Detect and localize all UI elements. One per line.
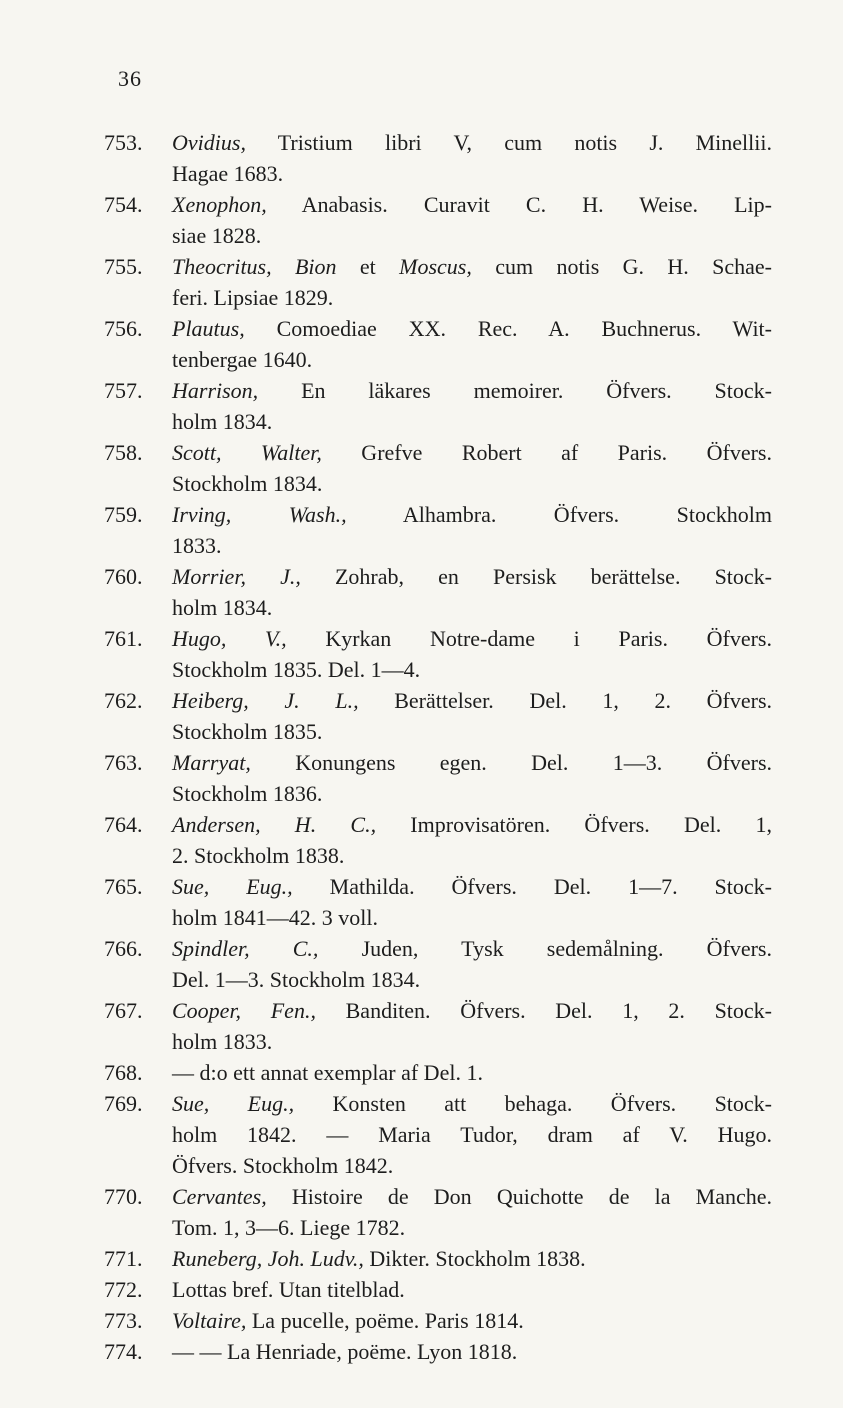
entry-segment: siae 1828. <box>172 223 262 248</box>
entry-segment: La pucelle, poëme. Paris 1814. <box>246 1308 524 1333</box>
entry-line <box>172 189 772 220</box>
entry-segment: 1833. <box>172 533 222 558</box>
entry-segment: Improvisatören. Öfvers. Del. 1, <box>376 812 772 837</box>
entry-segment: Histoire de Don Quichotte de la Manche. <box>266 1184 772 1209</box>
entry-text <box>172 685 772 747</box>
entry-segment: feri. Lipsiae 1829. <box>172 285 334 310</box>
entry-segment: En läkares memoirer. Öfvers. Stock- <box>258 378 772 403</box>
author-name: Runeberg, Joh. Ludv., <box>172 1246 364 1271</box>
entry-segment: Alhambra. Öfvers. Stockholm <box>346 502 772 527</box>
entry-line <box>172 716 772 747</box>
page-number: 36 <box>118 66 142 91</box>
entry-segment: Öfvers. Stockholm 1842. <box>172 1153 394 1178</box>
entry-segment: Konsten att behaga. Öfvers. Stock- <box>294 1091 773 1116</box>
entry-segment: Stockholm 1835. Del. 1—4. <box>172 657 421 682</box>
entry-number: 760. <box>104 564 143 589</box>
entry-line <box>172 623 772 654</box>
entry-text <box>172 933 772 995</box>
entry-segment: — d:o ett annat exemplar af Del. 1. <box>172 1060 483 1085</box>
entry-number: 770. <box>104 1184 143 1209</box>
author-name: Marryat, <box>172 750 251 775</box>
entry-line <box>172 499 772 530</box>
entry-segment: Berättelser. Del. 1, 2. Öfvers. <box>358 688 773 713</box>
entry-segment: Konungens egen. Del. 1—3. Öfvers. <box>250 750 772 775</box>
entry-segment: Anabasis. Curavit C. H. Weise. Lip- <box>266 192 772 217</box>
entry-line <box>172 158 772 189</box>
entry-text <box>172 1336 772 1367</box>
author-name: Cervantes, <box>172 1184 267 1209</box>
entry-segment: holm 1842. — Maria Tudor, dram af V. Hugo. <box>172 1122 772 1147</box>
entry-number: 763. <box>104 750 143 775</box>
entry-line <box>172 406 772 437</box>
entry-segment: cum notis G. H. Schae- <box>471 254 772 279</box>
author-name: Irving, Wash., <box>172 502 347 527</box>
entry-text <box>172 1057 772 1088</box>
author-name: Sue, Eug., <box>172 874 293 899</box>
entry-line <box>172 592 772 623</box>
entry-text <box>172 1243 772 1274</box>
entry-text <box>172 747 772 809</box>
entry-text <box>172 623 772 685</box>
entry-number: 764. <box>104 812 143 837</box>
author-name: Theocritus, Bion <box>172 254 337 279</box>
author-name: Plautus, <box>172 316 245 341</box>
entry-segment: Kyrkan Notre-dame i Paris. Öfvers. <box>286 626 772 651</box>
entry-segment: holm 1834. <box>172 409 273 434</box>
entry-line <box>172 313 772 344</box>
entry-line <box>172 778 772 809</box>
entry-line <box>172 840 772 871</box>
author-name: Andersen, H. C., <box>172 812 377 837</box>
entry-text <box>172 809 772 871</box>
entry-line <box>172 685 772 716</box>
entry-line <box>172 1057 772 1088</box>
entry-text <box>172 1088 772 1181</box>
entry-number: 755. <box>104 254 143 279</box>
entry-number: 767. <box>104 998 143 1023</box>
entry-text <box>172 1305 772 1336</box>
entry-line <box>172 1243 772 1274</box>
entry-segment: — — La Henriade, poëme. Lyon 1818. <box>172 1339 518 1364</box>
entry-number: 759. <box>104 502 143 527</box>
entry-segment: Comoediae XX. Rec. A. Buchnerus. Wit- <box>244 316 772 341</box>
entry-text <box>172 127 772 189</box>
entry-number: 757. <box>104 378 143 403</box>
entry-text <box>172 251 772 313</box>
entry-number: 762. <box>104 688 143 713</box>
entry-line <box>172 871 772 902</box>
author-name: Heiberg, J. L., <box>172 688 359 713</box>
entry-text <box>172 313 772 375</box>
entry-line <box>172 995 772 1026</box>
entry-number: 761. <box>104 626 143 651</box>
entry-line <box>172 747 772 778</box>
entry-segment: Stockholm 1835. <box>172 719 323 744</box>
entry-line <box>172 530 772 561</box>
entry-line <box>172 654 772 685</box>
entry-segment: Mathilda. Öfvers. Del. 1—7. Stock- <box>292 874 772 899</box>
entry-segment: Tom. 1, 3—6. Liege 1782. <box>172 1215 406 1240</box>
entry-segment: tenbergae 1640. <box>172 347 313 372</box>
author-name: Voltaire, <box>172 1308 247 1333</box>
entry-number: 753. <box>104 130 143 155</box>
entry-number: 766. <box>104 936 143 961</box>
entry-line <box>172 437 772 468</box>
entry-segment: holm 1833. <box>172 1029 273 1054</box>
entry-number: 773. <box>104 1308 143 1333</box>
entry-line <box>172 561 772 592</box>
entry-segment: Juden, Tysk sedemålning. Öfvers. <box>318 936 772 961</box>
entry-segment: Banditen. Öfvers. Del. 1, 2. Stock- <box>315 998 773 1023</box>
author-name: Moscus, <box>399 254 472 279</box>
entry-segment: 2. Stockholm 1838. <box>172 843 345 868</box>
entry-text <box>172 1181 772 1243</box>
entry-line <box>172 220 772 251</box>
entry-number: 765. <box>104 874 143 899</box>
author-name: Ovidius, <box>172 130 246 155</box>
entry-segment: Grefve Robert af Paris. Öfvers. <box>321 440 772 465</box>
entry-line <box>172 1119 772 1150</box>
entry-number: 774. <box>104 1339 143 1364</box>
entry-text <box>172 561 772 623</box>
entry-line <box>172 1088 772 1119</box>
entry-line <box>172 282 772 313</box>
entry-text <box>172 1274 772 1305</box>
author-name: Harrison, <box>172 378 259 403</box>
entry-text <box>172 189 772 251</box>
author-name: Hugo, V., <box>172 626 287 651</box>
entry-segment: Stockholm 1834. <box>172 471 323 496</box>
entry-line <box>172 1026 772 1057</box>
entry-number: 758. <box>104 440 143 465</box>
author-name: Spindler, C., <box>172 936 319 961</box>
entry-line <box>172 1212 772 1243</box>
entry-segment: Dikter. Stockholm 1838. <box>363 1246 586 1271</box>
entry-number: 769. <box>104 1091 143 1116</box>
entry-line <box>172 1336 772 1367</box>
entry-number: 768. <box>104 1060 143 1085</box>
entry-segment: Zohrab, en Persisk berättelse. Stock- <box>300 564 773 589</box>
entry-line <box>172 468 772 499</box>
entry-number: 771. <box>104 1246 143 1271</box>
entry-segment: Hagae 1683. <box>172 161 284 186</box>
entry-line <box>172 1150 772 1181</box>
entry-number: 756. <box>104 316 143 341</box>
entry-line <box>172 809 772 840</box>
entry-text <box>172 375 772 437</box>
entry-segment: holm 1834. <box>172 595 273 620</box>
entry-text <box>172 995 772 1057</box>
entry-segment: Stockholm 1836. <box>172 781 323 806</box>
entry-segment: holm 1841—42. 3 voll. <box>172 905 378 930</box>
entry-text <box>172 499 772 561</box>
entry-number: 754. <box>104 192 143 217</box>
entry-line <box>172 127 772 158</box>
entry-line <box>172 375 772 406</box>
author-name: Scott, Walter, <box>172 440 322 465</box>
entry-segment: Tristium libri V, cum notis J. Minellii. <box>245 130 772 155</box>
author-name: Sue, Eug., <box>172 1091 295 1116</box>
author-name: Xenophon, <box>172 192 267 217</box>
entry-line <box>172 1305 772 1336</box>
entry-line <box>172 1274 772 1305</box>
entry-segment: Del. 1—3. Stockholm 1834. <box>172 967 421 992</box>
entry-line <box>172 933 772 964</box>
entry-text <box>172 871 772 933</box>
entry-text <box>172 437 772 499</box>
entry-segment: et <box>336 254 400 279</box>
entry-line <box>172 902 772 933</box>
entry-number: 772. <box>104 1277 143 1302</box>
author-name: Cooper, Fen., <box>172 998 316 1023</box>
entry-line <box>172 251 772 282</box>
entry-line <box>172 344 772 375</box>
entry-line <box>172 1181 772 1212</box>
entry-line <box>172 964 772 995</box>
entry-segment: Lottas bref. Utan titelblad. <box>172 1277 405 1302</box>
author-name: Morrier, J., <box>172 564 301 589</box>
